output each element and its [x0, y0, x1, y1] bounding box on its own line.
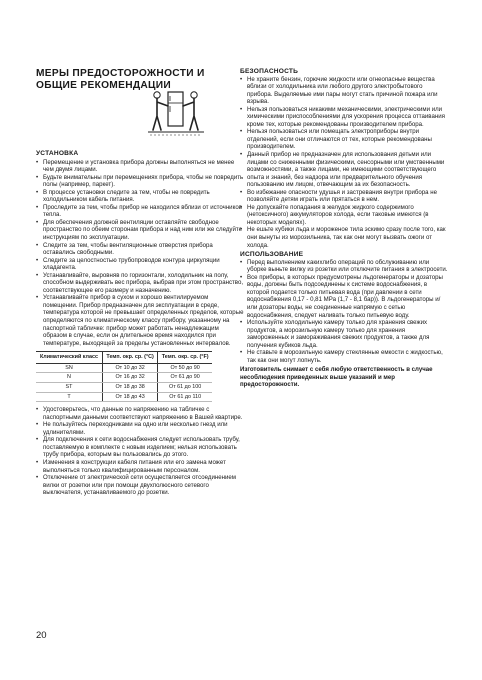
list-item: • Устанавливайте прибор в сухом и хорошо вентилируемом помещении. Прибор предназначен для эксплуатации в среде, температура которой не превышает определенных пределов, которые определяются по климатическому классу прибору, указанному на паспортной табличке: прибор может работать ненадлежащим образом в случае, если он длительное время находился при температуре, выходящей за пределы установленных интервалов. [36, 294, 244, 347]
table-row [36, 392, 212, 402]
list-item: • Не допускайте попадания в желудок жидкого содержимого (нетоксичного) аккумуляторов холода, если таковые имеются (в некоторых моделях). [240, 204, 448, 227]
table-cell: От 61 до 90 [158, 373, 212, 383]
list-item: • В процессе установки следите за тем, чтобы не повредить холодильником кабель питания. [36, 189, 244, 204]
list-item: • Отключение от электрической сети осуществляется отсоединением вилки от розетки или при помощи двухполюсного сетевого выключателя, устанавливаемого до розетки. [36, 474, 244, 497]
table-header-cell: Климатический класс [36, 352, 102, 363]
list-item: • Данный прибор не предназначен для использования детьми или лицами со сниженными физическими, сенсорными или умственными возможностями, а также лицами, не имеющими соответствующего опыта и знаний, без надзора или предварительного обучения пользованию им лицом, отвечающим за их безопасность. [240, 151, 448, 189]
list-item: • Устанавливайте, выровняв по горизонтали, холодильник на полу, способном выдерживать вес прибора, выбрав при этом пространство, соответствующее его размеру и назначению. [36, 272, 244, 295]
list-item: • Изменения в конструкции кабеля питания или его замена может выполняться только квалифицированным персоналом. [36, 459, 244, 474]
list-item: • Будьте внимательны при перемещениях прибора, чтобы не повредить полы (например, паркет). [36, 174, 244, 189]
list-item: • Нельзя пользоваться или помещать электроприборы внутри отделений, если они отличаются от тех, которые рекомендованы производителем. [240, 128, 448, 151]
left-column [36, 150, 244, 497]
climate-class-table [36, 351, 212, 402]
list-item: • Во избежание опасности удушья и застревания внутри прибора не позволяйте детям играть или прятаться в нем. [240, 189, 448, 204]
table-cell: От 61 до 110 [158, 392, 212, 402]
list-item: • Не пользуйтесь переходниками на одно или несколько гнезд или удлинителями. [36, 421, 244, 436]
list-item: • Нельзя пользоваться никакими механическими, электрическими или химическими приспособлениями для ускорения процесса оттаивания кроме тех, которые рекомендованы производителем прибора. [240, 106, 448, 129]
table-cell: От 61 до 100 [158, 382, 212, 392]
list-item: • Не храните бензин, горючие жидкости или огнеопасные вещества вблизи от холодильника или любого другого электробытового прибора. Выделяемые ими пары могут стать причиной пожара или взрыва. [240, 76, 448, 106]
list-item: • Следите за тем, чтобы вентиляционные отверстия прибора оставались свободными. [36, 242, 244, 257]
table-row [36, 363, 212, 373]
list-item: • Используйте холодильную камеру только для хранения свежих продуктов, а морозильную камеру только для хранения замороженных и замораживания свежих продуктов, а также для получения кубиков льда. [240, 319, 448, 349]
installation-heading: УСТАНОВКА [36, 150, 79, 157]
list-item: • Для подключения к сети водоснабжения следует использовать трубу, поставляемую в комплекте с новым изделием; нельзя использовать трубу прибора, которым вы пользовались до этого. [36, 436, 244, 459]
table-row [36, 382, 212, 392]
list-item: • Для обеспечения должной вентиляции оставляйте свободное пространство по обеим сторонам прибора и над ним или же следуйте инструкциям по эксплуатации. [36, 219, 244, 242]
table-cell: ST [36, 382, 102, 392]
table-cell: От 18 до 43 [102, 392, 157, 402]
usage-list [240, 259, 448, 365]
list-item: • Перемещение и установка прибора должны выполняться не менее чем двумя лицами. [36, 159, 244, 174]
right-column [240, 68, 448, 395]
list-item: • Следите за целостностью трубопроводов контура циркуляции хладагента. [36, 257, 244, 272]
table-cell: T [36, 392, 102, 402]
table-header-cell: Темп. окр. ср. (°C) [102, 352, 157, 363]
page-number: 20 [36, 630, 47, 641]
page-title: МЕРЫ ПРЕДОСТОРОЖНОСТИ И ОБЩИЕ РЕКОМЕНДАЦИИ [36, 68, 205, 91]
list-item: • Не ешьте кубики льда и мороженое тила эскимо сразу после того, как они вынуты из морозильника, так как они могут вызвать ожоги от холода. [240, 226, 448, 249]
table-cell: От 50 до 90 [158, 363, 212, 373]
list-item: • Проследите за тем, чтобы прибор не находился вблизи от источников тепла. [36, 204, 244, 219]
table-cell: SN [36, 363, 102, 373]
table-header-row [36, 352, 212, 363]
table-cell: От 18 до 38 [102, 382, 157, 392]
list-item: • Перед выполнением какихлибо операций по обслуживанию или уборке выньте вилку из розетки или отключите питания в электросети. [240, 259, 448, 274]
table-header-cell: Темп. окр. ср. (°F) [158, 352, 212, 363]
table-row [36, 373, 212, 383]
usage-heading: ИСПОЛЬЗОВАНИЕ [240, 251, 304, 259]
safety-list [240, 76, 448, 250]
table-cell: N [36, 373, 102, 383]
table-cell: От 10 до 32 [102, 363, 157, 373]
installation-list-continued [36, 406, 244, 497]
table-cell: От 16 до 32 [102, 373, 157, 383]
list-item: • Не ставьте в морозильную камеру стеклянные емкости с жидкостью, так как они могут лопнуть. [240, 349, 448, 364]
liability-disclaimer: Изготовитель снимает с себя любую ответственность в случае несоблюдения приведенных выше указаний и мер предосторожности. [240, 366, 433, 389]
list-item: • Все приборы, в которых предусмотрены льдогенераторы и дозаторы воды, должны быть подсоединены к системе водоснабжения, в которой подается только питьевая вода (при давлении в сети водоснабжения 0,17 - 0,81 МРа (1,7 - 8,1 бар)). В льдогенераторы и/или дозаторы воды, не соединенные напрямую с сетью водоснабжения, следует наливать только питьевую воду. [240, 274, 448, 319]
safety-heading: БЕЗОПАСНОСТЬ [240, 68, 299, 75]
list-item: • Удостоверьтесь, что данные по напряжению на табличке с паспортными данными соответствуют напряжению в Вашей квартире. [36, 406, 244, 421]
installation-list [36, 159, 244, 348]
two-people-carrying-fridge-icon [148, 86, 204, 138]
